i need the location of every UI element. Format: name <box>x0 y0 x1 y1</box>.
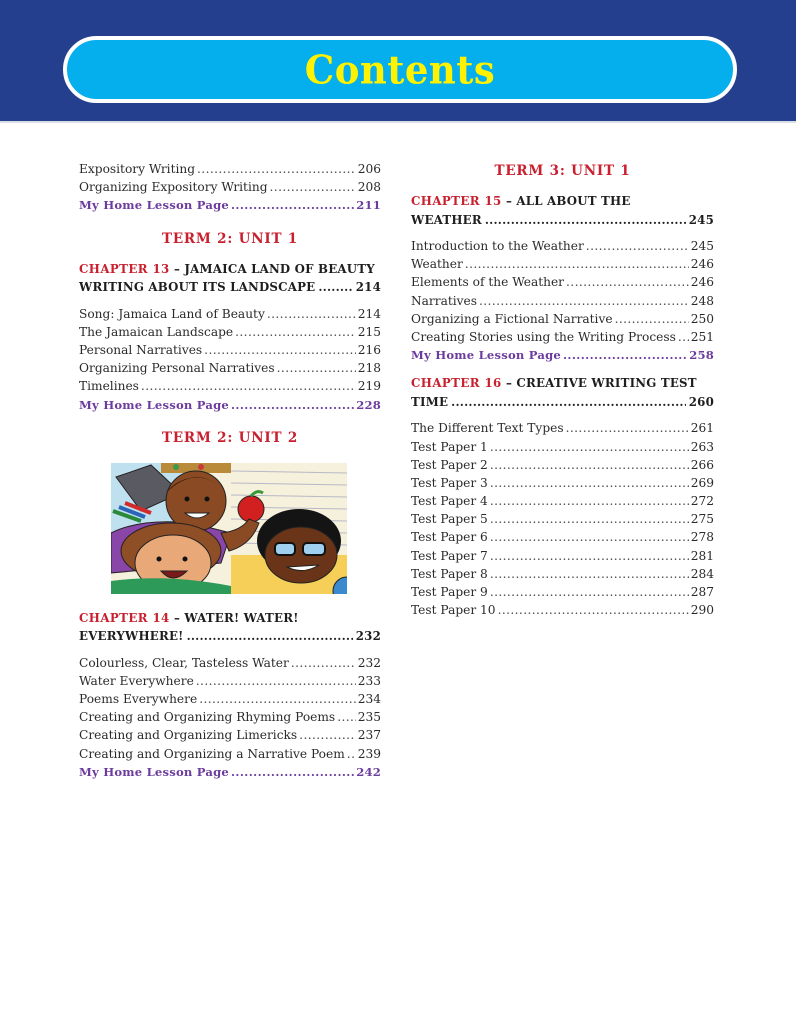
dot-leader <box>235 323 356 341</box>
entry-page: 218 <box>357 361 381 376</box>
entry-label: Elements of the Weather <box>411 275 565 290</box>
term-heading: TERM 3: UNIT 1 <box>494 163 631 179</box>
entry-label: Weather <box>411 257 463 272</box>
entry-label: Test Paper 8 <box>411 566 488 581</box>
dot-leader <box>490 528 689 546</box>
entry-page: 228 <box>356 397 381 412</box>
toc-entry[interactable] <box>79 690 381 708</box>
term-heading: TERM 2: UNIT 1 <box>161 230 299 247</box>
entry-label: Test Paper 10 <box>411 603 496 618</box>
entry-page: 242 <box>356 764 381 779</box>
illustration-graphic <box>111 463 347 594</box>
chapter-title-line2: TIME <box>411 394 449 409</box>
entry-page: 269 <box>690 475 714 490</box>
entry-page: 214 <box>357 306 381 321</box>
entry-label: My Home Lesson Page <box>79 397 229 412</box>
dot-leader <box>141 377 356 395</box>
entry-label: My Home Lesson Page <box>79 198 229 213</box>
entry-label: Test Paper 5 <box>411 512 488 527</box>
toc-entry[interactable] <box>411 565 714 583</box>
entry-label: Test Paper 1 <box>411 439 488 454</box>
dot-leader <box>490 492 689 510</box>
lesson-page-entry[interactable] <box>79 763 381 781</box>
entry-page: 263 <box>690 439 714 454</box>
entry-label: Organizing Personal Narratives <box>79 361 275 376</box>
toc-entry[interactable] <box>411 456 714 474</box>
entry-label: Creating and Organizing Limericks <box>79 728 298 743</box>
dot-leader <box>299 726 356 744</box>
entry-label: Test Paper 4 <box>411 494 488 509</box>
toc-entry[interactable] <box>411 310 714 328</box>
dot-leader <box>490 438 689 456</box>
toc-entry[interactable] <box>79 672 381 690</box>
dot-leader <box>490 547 689 565</box>
entry-label: Timelines <box>79 379 139 394</box>
lesson-page-entry[interactable] <box>411 346 714 364</box>
entry-page: 287 <box>690 585 714 599</box>
dot-leader <box>231 396 354 414</box>
toc-entry[interactable] <box>411 237 714 255</box>
dot-leader <box>563 346 687 364</box>
entry-page: 246 <box>690 257 714 272</box>
chapter-number: CHAPTER 13 <box>79 261 170 276</box>
toc-entry[interactable] <box>411 492 714 510</box>
dot-leader <box>490 474 689 492</box>
entry-page: 246 <box>690 275 714 290</box>
entry-label: The Different Text Types <box>411 421 564 436</box>
entry-page: 237 <box>357 728 381 743</box>
chapter-title-line2: EVERYWHERE! <box>79 629 184 644</box>
dot-leader <box>678 328 689 346</box>
page-title: Contents <box>304 46 496 93</box>
dot-leader <box>490 583 689 601</box>
entry-page: 248 <box>690 293 714 308</box>
entry-page: 275 <box>690 512 714 527</box>
chapter-heading[interactable] <box>79 260 381 297</box>
dot-leader <box>566 273 689 291</box>
chapter-page: 260 <box>688 394 714 409</box>
toc-entry[interactable] <box>79 654 381 672</box>
toc-entry[interactable] <box>411 547 714 565</box>
entry-label: Test Paper 3 <box>411 475 488 490</box>
chapter-number: CHAPTER 16 <box>411 376 502 391</box>
toc-entry[interactable] <box>79 726 381 744</box>
entry-page: 233 <box>357 673 381 688</box>
right-column <box>411 160 714 619</box>
toc-entry[interactable] <box>411 328 714 346</box>
entry-page: 251 <box>690 329 714 344</box>
chapter-heading[interactable] <box>411 374 714 411</box>
toc-entry[interactable] <box>411 601 714 619</box>
entry-label: Narratives <box>411 293 477 308</box>
toc-entry[interactable] <box>411 273 714 291</box>
entry-label: Test Paper 2 <box>411 457 488 472</box>
children-illustration <box>111 463 347 594</box>
chapter-number: CHAPTER 15 <box>411 194 502 208</box>
term-heading: TERM 2: UNIT 2 <box>161 429 299 446</box>
lesson-page-entry[interactable] <box>79 196 381 214</box>
entry-label: My Home Lesson Page <box>79 764 229 779</box>
entry-label: Colourless, Clear, Tasteless Water <box>79 655 289 670</box>
entry-page: 245 <box>690 239 714 253</box>
entry-label: Expository Writing <box>79 162 196 176</box>
entry-page: 250 <box>690 311 714 326</box>
dot-leader <box>291 654 356 672</box>
entry-label: Creating and Organizing Rhyming Poems <box>79 710 336 725</box>
header-band <box>0 0 796 123</box>
dot-leader <box>277 359 356 377</box>
entry-label: Test Paper 7 <box>411 548 488 563</box>
toc-entry[interactable] <box>411 292 714 310</box>
dot-leader <box>479 292 689 310</box>
entry-label: Introduction to the Weather <box>411 239 584 253</box>
dot-leader <box>199 690 356 708</box>
entry-label: Poems Everywhere <box>79 692 198 707</box>
toc-entry[interactable] <box>411 528 714 546</box>
entry-page: 234 <box>357 692 381 707</box>
toc-entry[interactable] <box>79 745 381 763</box>
entry-label: Song: Jamaica Land of Beauty <box>79 306 265 321</box>
entry-page: 232 <box>357 655 381 670</box>
chapter-title-line2: WEATHER <box>411 212 482 227</box>
entry-page: 215 <box>357 324 381 339</box>
entry-label: My Home Lesson Page <box>411 348 561 363</box>
dot-leader <box>337 708 356 726</box>
entry-page: 219 <box>357 379 381 394</box>
dot-leader <box>187 627 353 646</box>
entry-page: 216 <box>357 342 381 357</box>
chapter-page: 214 <box>355 280 381 295</box>
dot-leader <box>347 745 356 763</box>
entry-label: Creating Stories using the Writing Process <box>411 329 676 344</box>
entry-page: 206 <box>357 162 381 176</box>
toc-entry[interactable] <box>411 255 714 273</box>
toc-entry[interactable] <box>79 305 381 323</box>
dot-leader <box>586 237 689 255</box>
entry-page: 211 <box>356 198 381 213</box>
dot-leader <box>490 565 689 583</box>
toc-entry[interactable] <box>411 583 714 601</box>
chapter-page: 245 <box>688 212 714 227</box>
toc-entry[interactable] <box>411 474 714 492</box>
toc-entry[interactable] <box>79 359 381 377</box>
title-banner <box>63 36 737 103</box>
entry-page: 261 <box>690 421 714 436</box>
lesson-page-entry[interactable] <box>79 396 381 414</box>
left-column <box>79 160 381 781</box>
chapter-heading[interactable] <box>411 192 714 229</box>
entry-page: 284 <box>690 566 714 581</box>
entry-label: Organizing a Fictional Narrative <box>411 311 613 326</box>
entry-page: 281 <box>690 548 714 563</box>
chapter-title-line1: – ALL ABOUT THE <box>505 194 631 208</box>
entry-label: Water Everywhere <box>79 673 194 688</box>
entry-label: Test Paper 9 <box>411 585 488 599</box>
entry-page: 278 <box>690 530 714 545</box>
dot-leader <box>615 310 689 328</box>
entry-page: 239 <box>357 746 381 761</box>
entry-page: 208 <box>357 180 381 195</box>
toc-entry[interactable] <box>79 323 381 341</box>
dot-leader <box>231 763 354 781</box>
dot-leader <box>231 196 354 214</box>
chapter-number: CHAPTER 14 <box>79 610 170 625</box>
dot-leader <box>197 160 356 178</box>
entry-page: 266 <box>690 457 714 472</box>
entry-page: 290 <box>690 603 714 618</box>
entry-page: 272 <box>690 494 714 509</box>
entry-page: 258 <box>689 348 714 363</box>
dot-leader <box>498 601 689 619</box>
toc-entry[interactable] <box>411 419 714 437</box>
toc-entry[interactable] <box>411 438 714 456</box>
dot-leader <box>267 305 356 323</box>
entry-label: Personal Narratives <box>79 342 203 357</box>
entry-label: The Jamaican Landscape <box>79 324 234 339</box>
chapter-title-line2: WRITING ABOUT ITS LANDSCAPE <box>79 280 316 295</box>
chapter-title-line1: – JAMAICA LAND OF BEAUTY <box>173 261 375 276</box>
dot-leader <box>204 341 356 359</box>
toc-entry[interactable] <box>79 708 381 726</box>
chapter-title-line1: – CREATIVE WRITING TEST <box>505 376 697 391</box>
dot-leader <box>318 278 352 297</box>
dot-leader <box>465 255 689 273</box>
toc-entry[interactable] <box>79 377 381 395</box>
dot-leader <box>566 419 689 437</box>
toc-entry[interactable] <box>79 160 381 178</box>
dot-leader <box>490 456 689 474</box>
toc-entry[interactable] <box>411 510 714 528</box>
entry-label: Organizing Expository Writing <box>79 180 268 195</box>
chapter-title-line1: – WATER! WATER! <box>173 610 299 625</box>
entry-label: Test Paper 6 <box>411 530 488 545</box>
entry-label: Creating and Organizing a Narrative Poem <box>79 746 345 761</box>
chapter-page: 232 <box>355 629 381 644</box>
toc-entry[interactable] <box>79 178 381 196</box>
toc-entry[interactable] <box>79 341 381 359</box>
entry-page: 235 <box>357 710 381 725</box>
chapter-heading[interactable] <box>79 609 381 646</box>
dot-leader <box>490 510 689 528</box>
dot-leader <box>196 672 356 690</box>
dot-leader <box>485 211 686 230</box>
dot-leader <box>270 178 356 196</box>
dot-leader <box>451 393 686 412</box>
